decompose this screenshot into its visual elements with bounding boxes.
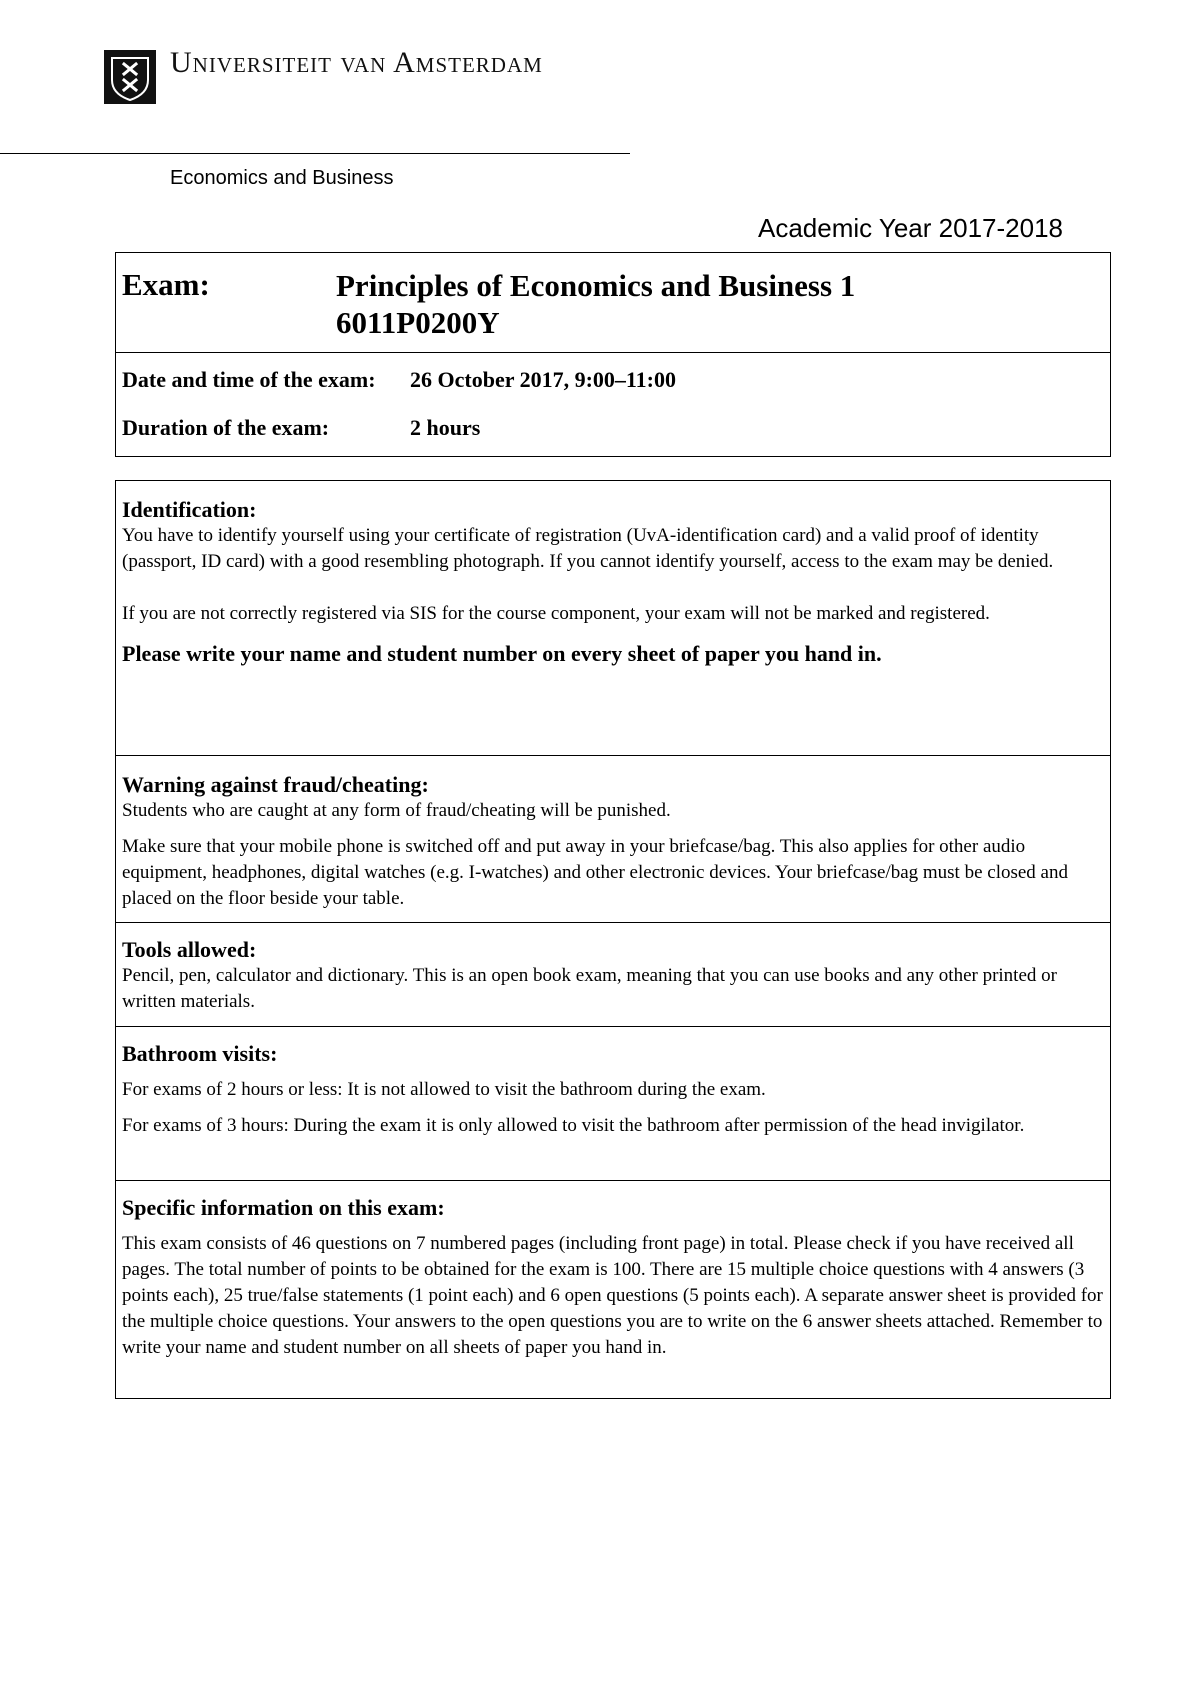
- exam-title-row: [116, 253, 1110, 353]
- specific-info-title: Specific information on this exam:: [122, 1195, 445, 1220]
- exam-date-row: [116, 353, 1110, 405]
- identification-text-1: You have to identify yourself using your certificate of registration (UvA-identification card) and a valid proof of identity (passport, ID card) with a good resembling photograph. If you cannot identify yourself, access to the exam may be denied.: [122, 525, 1054, 572]
- exam-info-box: [115, 252, 1111, 457]
- identification-title: Identification:: [122, 497, 257, 522]
- specific-info-text: This exam consists of 46 questions on 7 numbered pages (including front page) in total. Please check if you have received all pages. The total number of points to be obtained for the exam is 100. There are 15 multiple choice questions with 4 answers (3 points each), 25 true/false statements (1 point each) and 6 open questions (5 points each). A separate answer sheet is provided for the multiple choice questions. Your answers to the open questions you are to write on the 6 answer sheets attached. Remember to write your name and student number on all sheets of paper you hand in.: [122, 1233, 1103, 1358]
- warning-section: [116, 756, 1110, 923]
- faculty-name: Economics and Business: [170, 167, 394, 189]
- exam-course-name: Principles of Economics and Business 1: [336, 268, 856, 303]
- tools-text: Pencil, pen, calculator and dictionary. This is an open book exam, meaning that you can use books and any other printed or written materials.: [122, 965, 1057, 1012]
- duration-value: 2 hours: [410, 415, 481, 440]
- bathroom-text-2: For exams of 3 hours: During the exam it is only allowed to visit the bathroom after permission of the head invigilator.: [122, 1115, 1025, 1136]
- specific-info-section: [116, 1181, 1110, 1400]
- university-logo: [104, 50, 156, 104]
- exam-rules-box: [115, 480, 1111, 1399]
- exam-course-code: 6011P0200Y: [336, 305, 500, 340]
- warning-title: Warning against fraud/cheating:: [122, 772, 429, 797]
- date-label: Date and time of the exam:: [122, 367, 376, 392]
- academic-year: Academic Year 2017-2018: [757, 213, 1063, 243]
- warning-text-2: Make sure that your mobile phone is switched off and put away in your briefcase/bag. This also applies for other audio equipment, headphones, digital watches (e.g. I-watches) and other electronic devices. Your briefcase/bag must be closed and placed on the floor beside your table.: [122, 836, 1068, 909]
- exam-label: Exam:: [122, 267, 210, 302]
- tools-title: Tools allowed:: [122, 937, 257, 962]
- university-name: Universiteit van Amsterdam: [170, 46, 543, 79]
- bathroom-title: Bathroom visits:: [122, 1041, 278, 1066]
- identification-instruction: Please write your name and student number on every sheet of paper you hand in.: [122, 641, 882, 666]
- bathroom-section: [116, 1027, 1110, 1181]
- warning-text-1: Students who are caught at any form of fraud/cheating will be punished.: [122, 800, 671, 821]
- tools-section: [116, 923, 1110, 1027]
- identification-section: [116, 481, 1110, 756]
- exam-duration-row: [116, 405, 1110, 457]
- exam-title: [336, 267, 855, 341]
- identification-text-2: If you are not correctly registered via SIS for the course component, your exam will not be marked and registered.: [122, 603, 990, 624]
- duration-label: Duration of the exam:: [122, 415, 330, 440]
- date-value: 26 October 2017, 9:00–11:00: [410, 367, 677, 392]
- bathroom-text-1: For exams of 2 hours or less: It is not allowed to visit the bathroom during the exam.: [122, 1079, 766, 1100]
- header-divider: [0, 153, 630, 154]
